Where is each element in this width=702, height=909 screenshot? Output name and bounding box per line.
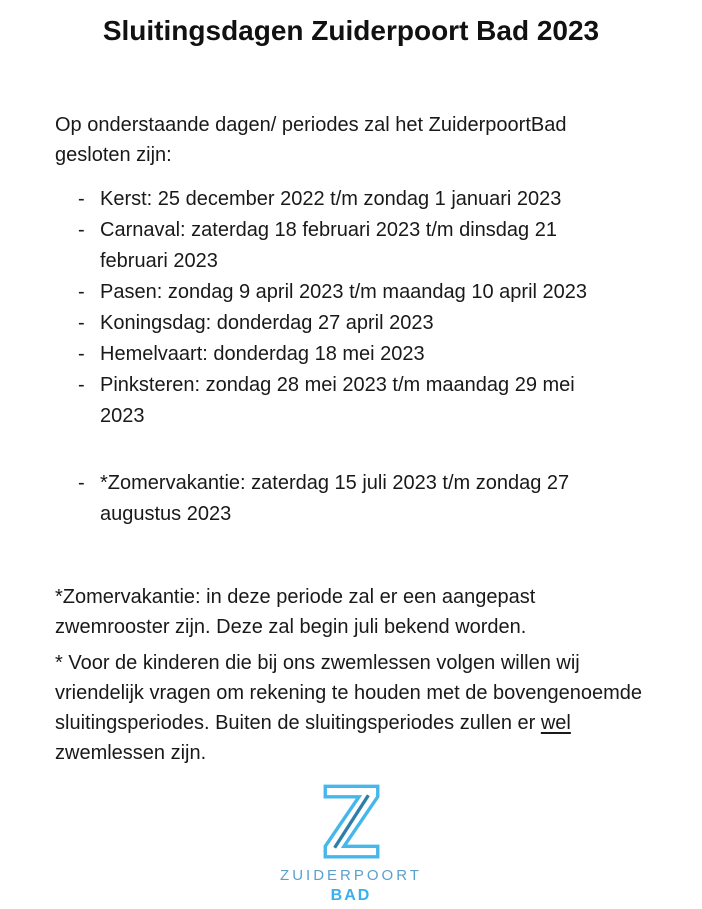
page-title: Sluitingsdagen Zuiderpoort Bad 2023 — [102, 15, 600, 46]
dash-bullet: - — [78, 219, 85, 241]
list-item — [78, 339, 647, 370]
list-item — [78, 468, 647, 530]
list-item-text: Koningsdag: donderdag 27 april 2023 — [100, 312, 434, 334]
dash-bullet: - — [78, 312, 85, 334]
dash-bullet: - — [78, 343, 85, 365]
list-item-text: Hemelvaart: donderdag 18 mei 2023 — [100, 343, 425, 365]
z-dark-stripe — [334, 795, 368, 848]
logo-subtitle: BAD — [330, 887, 372, 904]
dash-bullet: - — [78, 281, 85, 303]
list-item-text: *Zomervakantie: zaterdag 15 juli 2023 t/m zondag 27 augustus 2023 — [100, 472, 570, 525]
zuiderpoort-logo — [55, 784, 647, 905]
list-item-text: Pasen: zondag 9 april 2023 t/m maandag 10 april 2023 — [100, 281, 588, 303]
closure-list — [55, 184, 647, 530]
list-item — [78, 277, 647, 308]
list-item — [78, 215, 647, 277]
zuiderpoort-z-icon — [323, 784, 380, 859]
list-item-text: Carnaval: zaterdag 18 februari 2023 t/m dinsdag 21 februari 2023 — [100, 219, 557, 272]
footnote-text-start: * Voor de kinderen die bij ons zwemlessen volgen willen wij vriendelijk vragen om rekening te houden met de bovengenoemde sluitingsperiodes. Buiten de sluitingsperiodes zullen er — [55, 652, 643, 734]
footnote-text-end: zwemlessen zijn. — [55, 742, 207, 764]
list-item — [78, 184, 647, 215]
dash-bullet: - — [78, 472, 85, 494]
dash-bullet: - — [78, 188, 85, 210]
footnote-zomervakantie: *Zomervakantie: in deze periode zal er een aangepast zwemrooster zijn. Deze zal begin juli bekend worden. — [55, 586, 536, 638]
intro-paragraph: Op onderstaande dagen/ periodes zal het ZuiderpoortBad gesloten zijn: — [55, 114, 567, 166]
list-item-text: Kerst: 25 december 2022 t/m zondag 1 januari 2023 — [100, 188, 562, 210]
logo-wordmark: ZUIDERPOORT — [280, 867, 422, 884]
footnote-underlined-word: wel — [540, 712, 571, 734]
list-item — [78, 370, 647, 432]
list-item — [78, 308, 647, 339]
dash-bullet: - — [78, 374, 85, 396]
footnote-zwemlessen — [55, 648, 647, 768]
list-item-text: Pinksteren: zondag 28 mei 2023 t/m maandag 29 mei 2023 — [100, 374, 575, 427]
